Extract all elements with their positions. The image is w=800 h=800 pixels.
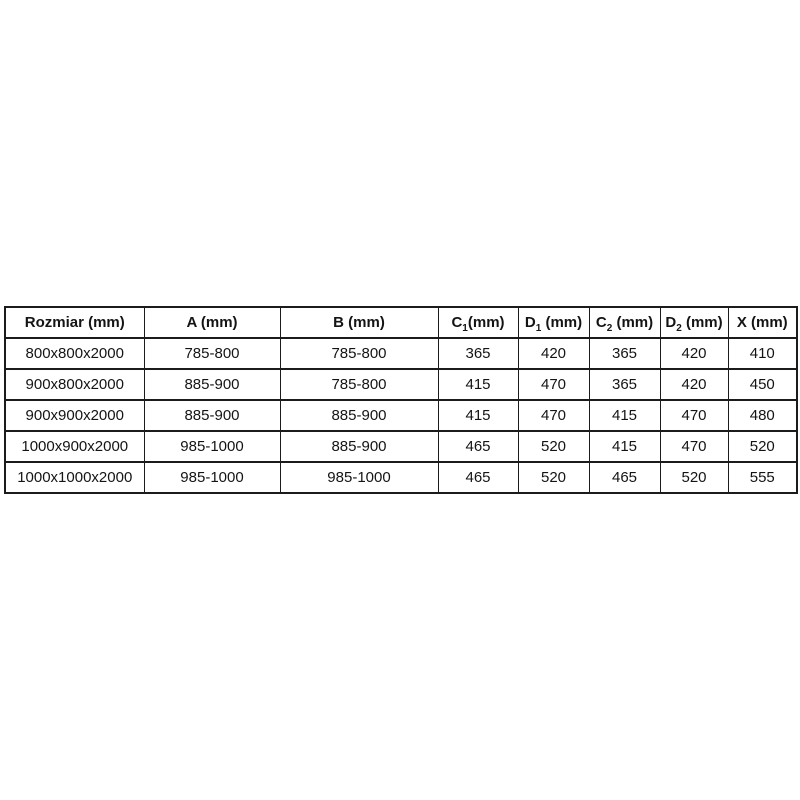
cell-rozmiar: 1000x1000x2000 — [5, 462, 144, 493]
cell-rozmiar: 1000x900x2000 — [5, 431, 144, 462]
cell-rozmiar: 900x800x2000 — [5, 369, 144, 400]
table-row — [5, 462, 797, 493]
cell-d1: 470 — [518, 400, 589, 431]
cell-c1: 415 — [438, 400, 518, 431]
cell-d2: 520 — [660, 462, 728, 493]
column-header-d2 — [660, 307, 728, 338]
column-header-d1 — [518, 307, 589, 338]
column-header-subscript: 2 — [676, 323, 682, 334]
column-header-rozmiar — [5, 307, 144, 338]
column-header-subscript: 1 — [462, 323, 468, 334]
cell-c1: 465 — [438, 462, 518, 493]
cell-rozmiar: 900x900x2000 — [5, 400, 144, 431]
cell-c2: 415 — [589, 431, 660, 462]
cell-c2: 415 — [589, 400, 660, 431]
column-header-label: A (mm) — [186, 314, 238, 331]
cell-a: 885-900 — [144, 369, 280, 400]
column-header-label: B (mm) — [333, 314, 385, 331]
cell-x: 450 — [728, 369, 797, 400]
cell-c2: 365 — [589, 369, 660, 400]
cell-d2: 470 — [660, 400, 728, 431]
cell-d1: 420 — [518, 338, 589, 369]
column-header-label: D — [665, 314, 677, 331]
cell-d2: 420 — [660, 338, 728, 369]
column-header-label: X (mm) — [736, 314, 788, 331]
column-header-label: C — [595, 314, 607, 331]
column-header-label: D — [524, 314, 536, 331]
cell-c1: 415 — [438, 369, 518, 400]
cell-b: 785-800 — [280, 338, 438, 369]
cell-d1: 520 — [518, 431, 589, 462]
cell-c1: 465 — [438, 431, 518, 462]
table-body — [5, 338, 797, 493]
cell-b: 785-800 — [280, 369, 438, 400]
column-header-subscript: 1 — [535, 323, 542, 334]
column-header-unit: (mm) — [541, 314, 583, 331]
cell-c2: 465 — [589, 462, 660, 493]
column-header-b — [280, 307, 438, 338]
table-row — [5, 400, 797, 431]
column-header-c2 — [589, 307, 660, 338]
cell-d1: 470 — [518, 369, 589, 400]
cell-a: 985-1000 — [144, 462, 280, 493]
cell-x: 555 — [728, 462, 797, 493]
column-header-unit: (mm) — [467, 314, 505, 331]
cell-x: 480 — [728, 400, 797, 431]
cell-c2: 365 — [589, 338, 660, 369]
table-header-row — [5, 307, 797, 338]
dimensions-table — [4, 306, 798, 494]
column-header-label: C — [451, 314, 463, 331]
table-row — [5, 431, 797, 462]
cell-b: 885-900 — [280, 400, 438, 431]
cell-d2: 470 — [660, 431, 728, 462]
table-row — [5, 338, 797, 369]
column-header-subscript: 2 — [606, 323, 613, 334]
cell-a: 785-800 — [144, 338, 280, 369]
cell-c1: 365 — [438, 338, 518, 369]
column-header-a — [144, 307, 280, 338]
cell-x: 520 — [728, 431, 797, 462]
cell-a: 885-900 — [144, 400, 280, 431]
column-header-c1 — [438, 307, 518, 338]
cell-b: 985-1000 — [280, 462, 438, 493]
cell-x: 410 — [728, 338, 797, 369]
table-row — [5, 369, 797, 400]
dimensions-table-container — [4, 306, 796, 494]
cell-a: 985-1000 — [144, 431, 280, 462]
cell-d1: 520 — [518, 462, 589, 493]
column-header-unit: (mm) — [612, 314, 654, 331]
column-header-x — [728, 307, 797, 338]
cell-rozmiar: 800x800x2000 — [5, 338, 144, 369]
column-header-unit: (mm) — [681, 314, 723, 331]
cell-b: 885-900 — [280, 431, 438, 462]
column-header-label: Rozmiar (mm) — [24, 314, 125, 331]
cell-d2: 420 — [660, 369, 728, 400]
